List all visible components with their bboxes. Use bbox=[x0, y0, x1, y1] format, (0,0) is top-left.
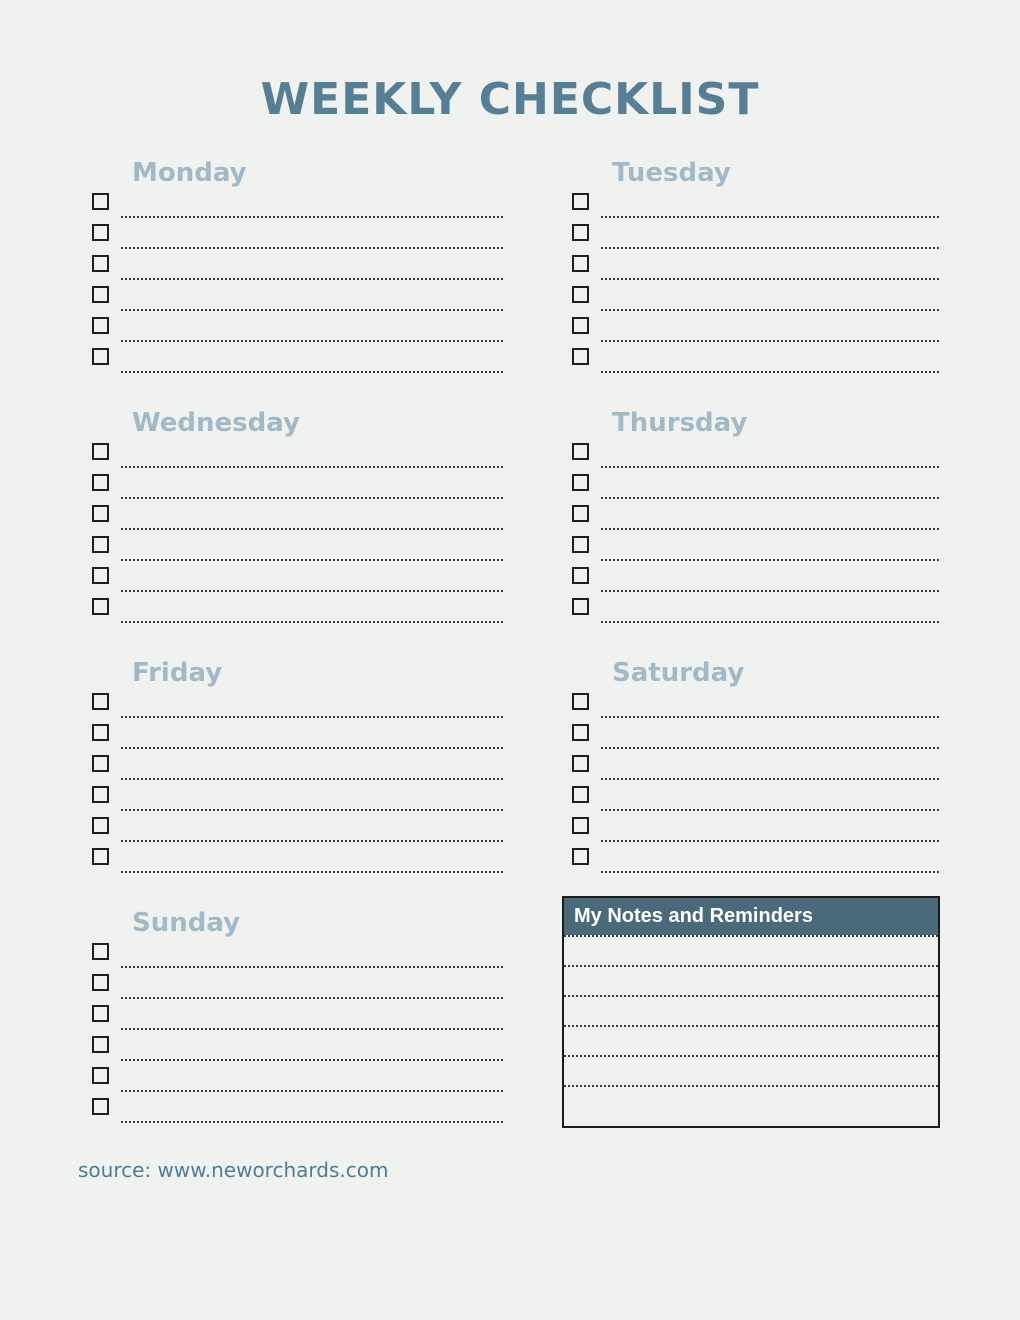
checklist-row bbox=[90, 535, 505, 566]
checklist-row bbox=[570, 504, 940, 535]
checklist-grid bbox=[90, 160, 1020, 1128]
day-section-monday bbox=[90, 160, 505, 378]
checklist-row bbox=[90, 285, 505, 316]
entry-line bbox=[121, 809, 505, 811]
checkbox[interactable] bbox=[572, 224, 589, 241]
entry-line bbox=[601, 559, 940, 561]
checkbox[interactable] bbox=[92, 193, 109, 210]
checkbox[interactable] bbox=[92, 848, 109, 865]
entry-line bbox=[601, 278, 940, 280]
checkbox[interactable] bbox=[92, 286, 109, 303]
entry-line bbox=[601, 871, 940, 873]
day-header-friday: Friday bbox=[132, 658, 223, 688]
entry-line bbox=[121, 966, 505, 968]
page-title: WEEKLY CHECKLIST bbox=[260, 74, 760, 125]
checklist-row bbox=[90, 1097, 505, 1128]
entry-line bbox=[121, 747, 505, 749]
entry-line bbox=[121, 590, 505, 592]
checklist-row bbox=[90, 754, 505, 785]
entry-line bbox=[601, 216, 940, 218]
checkbox[interactable] bbox=[572, 443, 589, 460]
day-rows bbox=[570, 692, 940, 878]
checkbox[interactable] bbox=[572, 255, 589, 272]
entry-line bbox=[121, 1059, 505, 1061]
checklist-row bbox=[570, 254, 940, 285]
notes-section bbox=[562, 896, 940, 1128]
day-section-wednesday bbox=[90, 410, 505, 628]
checklist-row bbox=[90, 816, 505, 847]
day-rows bbox=[90, 942, 505, 1128]
checkbox[interactable] bbox=[572, 817, 589, 834]
day-header-tuesday: Tuesday bbox=[612, 158, 731, 188]
checkbox[interactable] bbox=[92, 1036, 109, 1053]
checklist-row bbox=[90, 723, 505, 754]
checkbox[interactable] bbox=[572, 786, 589, 803]
entry-line bbox=[601, 840, 940, 842]
checkbox[interactable] bbox=[92, 974, 109, 991]
day-header-monday: Monday bbox=[132, 158, 247, 188]
checkbox[interactable] bbox=[572, 317, 589, 334]
checklist-row bbox=[90, 504, 505, 535]
checklist-row bbox=[570, 692, 940, 723]
checklist-row bbox=[570, 754, 940, 785]
checklist-row bbox=[570, 847, 940, 878]
day-rows bbox=[90, 692, 505, 878]
checklist-row bbox=[570, 223, 940, 254]
entry-line bbox=[121, 840, 505, 842]
entry-line bbox=[121, 871, 505, 873]
checkbox[interactable] bbox=[92, 1098, 109, 1115]
source-footer: source: www.neworchards.com bbox=[78, 1158, 389, 1182]
entry-line bbox=[121, 497, 505, 499]
checkbox[interactable] bbox=[572, 193, 589, 210]
checkbox[interactable] bbox=[572, 536, 589, 553]
entry-line bbox=[121, 247, 505, 249]
day-section-saturday bbox=[570, 660, 940, 878]
entry-line bbox=[121, 528, 505, 530]
checklist-row bbox=[90, 192, 505, 223]
checklist-row bbox=[570, 566, 940, 597]
checkbox[interactable] bbox=[572, 505, 589, 522]
entry-line bbox=[601, 528, 940, 530]
checklist-row bbox=[570, 597, 940, 628]
checklist-row bbox=[90, 942, 505, 973]
entry-line bbox=[121, 1028, 505, 1030]
checkbox[interactable] bbox=[572, 598, 589, 615]
checklist-row bbox=[90, 347, 505, 378]
notes-row[interactable] bbox=[564, 965, 938, 995]
entry-line bbox=[121, 216, 505, 218]
entry-line bbox=[601, 497, 940, 499]
checkbox[interactable] bbox=[92, 224, 109, 241]
checklist-row bbox=[90, 785, 505, 816]
checkbox[interactable] bbox=[92, 348, 109, 365]
entry-line bbox=[121, 997, 505, 999]
entry-line bbox=[121, 371, 505, 373]
checkbox[interactable] bbox=[92, 693, 109, 710]
checkbox[interactable] bbox=[92, 786, 109, 803]
checklist-row bbox=[570, 347, 940, 378]
checkbox[interactable] bbox=[572, 724, 589, 741]
day-section-friday bbox=[90, 660, 505, 878]
entry-line bbox=[601, 809, 940, 811]
entry-line bbox=[121, 340, 505, 342]
day-section-tuesday bbox=[570, 160, 940, 378]
checkbox[interactable] bbox=[92, 1067, 109, 1084]
notes-rows bbox=[564, 935, 938, 1115]
notes-row[interactable] bbox=[564, 1055, 938, 1085]
entry-line bbox=[601, 371, 940, 373]
checklist-row bbox=[570, 316, 940, 347]
notes-row[interactable] bbox=[564, 995, 938, 1025]
entry-line bbox=[601, 340, 940, 342]
checkbox[interactable] bbox=[92, 255, 109, 272]
day-rows bbox=[570, 192, 940, 378]
entry-line bbox=[121, 621, 505, 623]
checklist-row bbox=[90, 973, 505, 1004]
entry-line bbox=[601, 747, 940, 749]
checklist-row bbox=[90, 566, 505, 597]
checkbox[interactable] bbox=[92, 724, 109, 741]
checklist-row bbox=[90, 1004, 505, 1035]
checkbox[interactable] bbox=[572, 567, 589, 584]
day-header-saturday: Saturday bbox=[612, 658, 745, 688]
checkbox[interactable] bbox=[92, 317, 109, 334]
checklist-row bbox=[90, 1066, 505, 1097]
checkbox[interactable] bbox=[572, 286, 589, 303]
checklist-row bbox=[570, 723, 940, 754]
entry-line bbox=[121, 716, 505, 718]
checklist-row bbox=[570, 192, 940, 223]
checklist-row bbox=[570, 785, 940, 816]
day-section-sunday bbox=[90, 910, 505, 1128]
entry-line bbox=[121, 1121, 505, 1123]
checkbox[interactable] bbox=[92, 474, 109, 491]
day-rows bbox=[570, 442, 940, 628]
checkbox[interactable] bbox=[92, 443, 109, 460]
day-rows bbox=[90, 192, 505, 378]
checklist-row bbox=[570, 473, 940, 504]
entry-line bbox=[121, 1090, 505, 1092]
checklist-row bbox=[90, 254, 505, 285]
checkbox[interactable] bbox=[92, 567, 109, 584]
entry-line bbox=[601, 247, 940, 249]
day-rows bbox=[90, 442, 505, 628]
day-header-sunday: Sunday bbox=[132, 908, 241, 938]
checkbox[interactable] bbox=[92, 1005, 109, 1022]
checkbox[interactable] bbox=[572, 755, 589, 772]
entry-line bbox=[601, 778, 940, 780]
entry-line bbox=[601, 309, 940, 311]
notes-header: My Notes and Reminders bbox=[564, 898, 938, 935]
entry-line bbox=[121, 278, 505, 280]
checklist-row bbox=[570, 285, 940, 316]
checkbox[interactable] bbox=[92, 598, 109, 615]
entry-line bbox=[601, 621, 940, 623]
day-header-wednesday: Wednesday bbox=[132, 408, 300, 438]
checklist-row bbox=[570, 816, 940, 847]
checklist-row bbox=[570, 442, 940, 473]
checklist-row bbox=[90, 442, 505, 473]
entry-line bbox=[601, 590, 940, 592]
checkbox[interactable] bbox=[572, 474, 589, 491]
entry-line bbox=[121, 778, 505, 780]
entry-line bbox=[601, 466, 940, 468]
checklist-row bbox=[90, 316, 505, 347]
entry-line bbox=[121, 309, 505, 311]
day-header-thursday: Thursday bbox=[612, 408, 748, 438]
checkbox[interactable] bbox=[92, 755, 109, 772]
checkbox[interactable] bbox=[92, 943, 109, 960]
checklist-row bbox=[570, 535, 940, 566]
notes-row[interactable] bbox=[564, 1025, 938, 1055]
checkbox[interactable] bbox=[92, 817, 109, 834]
checkbox[interactable] bbox=[572, 848, 589, 865]
checkbox[interactable] bbox=[92, 536, 109, 553]
checklist-row bbox=[90, 597, 505, 628]
checkbox[interactable] bbox=[92, 505, 109, 522]
checklist-row bbox=[90, 1035, 505, 1066]
entry-line bbox=[601, 716, 940, 718]
checklist-row bbox=[90, 847, 505, 878]
entry-line bbox=[121, 466, 505, 468]
entry-line bbox=[121, 559, 505, 561]
day-section-thursday bbox=[570, 410, 940, 628]
notes-row[interactable] bbox=[564, 935, 938, 965]
checklist-row bbox=[90, 692, 505, 723]
checklist-row bbox=[90, 223, 505, 254]
checkbox[interactable] bbox=[572, 693, 589, 710]
checkbox[interactable] bbox=[572, 348, 589, 365]
checklist-row bbox=[90, 473, 505, 504]
notes-row[interactable] bbox=[564, 1085, 938, 1115]
